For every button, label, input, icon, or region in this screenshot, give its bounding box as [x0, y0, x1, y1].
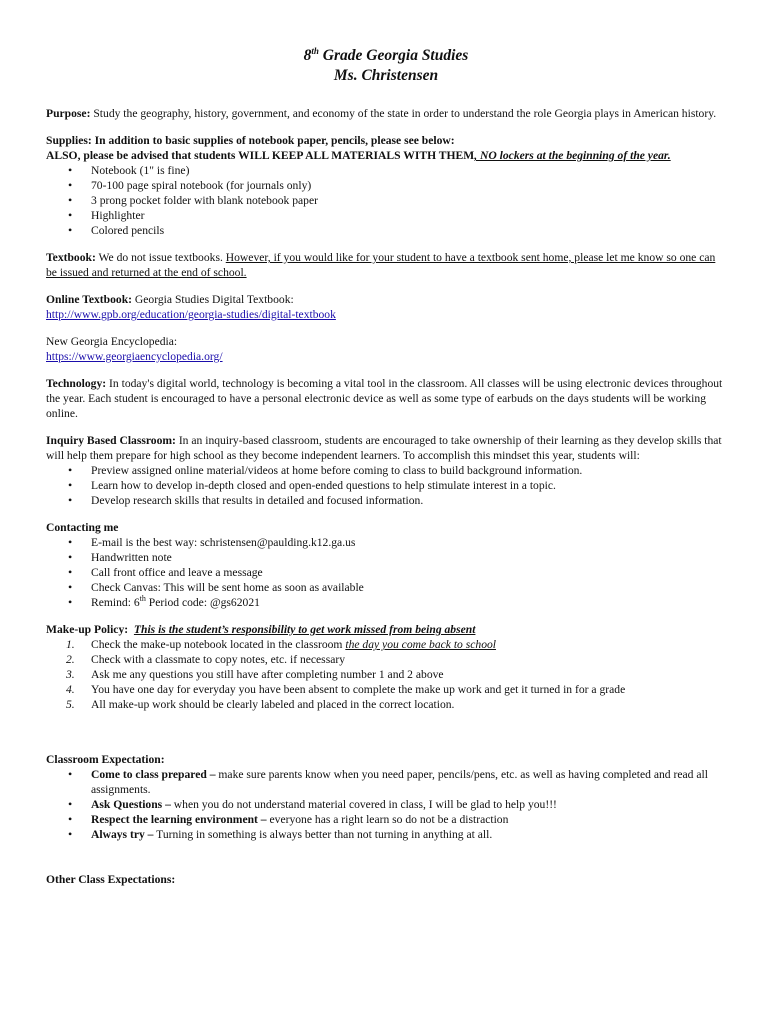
makeup-section	[46, 622, 726, 712]
online-textbook-text: Georgia Studies Digital Textbook:	[132, 293, 294, 306]
contact-section	[46, 520, 726, 610]
makeup-list	[46, 637, 726, 712]
technology-label: Technology:	[46, 377, 107, 390]
inquiry-section	[46, 433, 726, 508]
list-item: • E-mail is the best way: schristensen@paulding.k12.ga.us	[46, 535, 726, 550]
contact-heading: Contacting me	[46, 521, 119, 534]
online-textbook-section	[46, 292, 726, 322]
encyclopedia-section	[46, 334, 726, 364]
expectations-heading: Classroom Expectation:	[46, 753, 165, 766]
list-item: • Remind: 6th Period code: @gs62021	[46, 595, 726, 610]
list-item: • Always try – Turning in something is always better than not turning in anything at all.	[46, 827, 726, 842]
list-item: 1. Check the make-up notebook located in the classroom the day you come back to school	[66, 638, 497, 651]
title-line-2: Ms. Christensen	[333, 67, 439, 84]
list-item: 5. All make-up work should be clearly labeled and placed in the correct location.	[66, 698, 455, 711]
list-item: • Develop research skills that results in detailed and focused information.	[46, 493, 726, 508]
list-item: • 3 prong pocket folder with blank notebook paper	[46, 193, 726, 208]
textbook-request-note: However, if you would like for your student to have a textbook sent home, please let me know so one can be issued and returned at the end of school.	[46, 251, 716, 279]
contact-list	[46, 535, 726, 610]
supplies-list	[46, 163, 726, 238]
list-item: • 70-100 page spiral notebook (for journals only)	[46, 178, 726, 193]
inquiry-list	[46, 463, 726, 508]
list-item: • Learn how to develop in-depth closed and open-ended questions to help stimulate interest in a topic.	[46, 478, 726, 493]
digital-textbook-link[interactable]: http://www.gpb.org/education/georgia-studies/digital-textbook	[46, 308, 336, 321]
makeup-label: Make-up Policy:	[46, 623, 129, 636]
list-item: 2. Check with a classmate to copy notes, etc. if necessary	[66, 653, 346, 666]
syllabus-page	[46, 46, 726, 887]
other-expectations-heading: Other Class Expectations:	[46, 873, 176, 886]
purpose-section	[46, 106, 726, 121]
list-item: • Ask Questions – when you do not understand material covered in class, I will be glad to help you!!!	[46, 797, 726, 812]
list-item: • Notebook (1" is fine)	[46, 163, 726, 178]
document-title	[46, 46, 726, 86]
purpose-text: Study the geography, history, government, and economy of the state in order to understand the role Georgia plays in American history.	[90, 107, 717, 120]
supplies-notice-emphasis: , NO lockers at the beginning of the year.	[474, 149, 671, 162]
title-line-1: 8th Grade Georgia Studies	[303, 45, 469, 64]
list-item: • Handwritten note	[46, 550, 726, 565]
supplies-notice: ALSO, please be advised that students WILL KEEP ALL MATERIALS WITH THEM, NO lockers at the beginning of the year.	[46, 149, 671, 162]
list-item: • Colored pencils	[46, 223, 726, 238]
textbook-text: We do not issue textbooks.	[95, 251, 226, 264]
list-item: • Preview assigned online material/videos at home before coming to class to build background information.	[46, 463, 726, 478]
list-item: • Call front office and leave a message	[46, 565, 726, 580]
online-textbook-label: Online Textbook:	[46, 293, 133, 306]
expectations-list	[46, 767, 726, 842]
list-item: • Check Canvas: This will be sent home as soon as available	[46, 580, 726, 595]
list-item: 3. Ask me any questions you still have after completing number 1 and 2 above	[66, 668, 444, 681]
makeup-policy-emphasis: This is the student’s responsibility to get work missed from being absent	[133, 623, 476, 636]
textbook-section	[46, 250, 726, 280]
encyclopedia-link[interactable]: https://www.georgiaencyclopedia.org/	[46, 350, 223, 363]
inquiry-text: In an inquiry-based classroom, students are encouraged to take ownership of their learning as they develop skills that will help them prepare for high school as they become independent learners. To accomplish this mindset this year, students will:	[46, 434, 722, 462]
list-item: 4. You have one day for everyday you have been absent to complete the make up work and get it turned in for a grade	[66, 683, 626, 696]
encyclopedia-label: New Georgia Encyclopedia:	[46, 335, 178, 348]
list-item: • Respect the learning environment – everyone has a right learn so do not be a distraction	[46, 812, 726, 827]
supplies-section	[46, 133, 726, 238]
technology-text: In today's digital world, technology is becoming a vital tool in the classroom. All classes will be using electronic devices throughout the year. Each student is encouraged to have a personal electronic device as well as some type of earbuds on the days students will be working online.	[46, 377, 723, 420]
list-item: • Highlighter	[46, 208, 726, 223]
expectations-section	[46, 752, 726, 842]
supplies-heading: Supplies: In addition to basic supplies of notebook paper, pencils, please see below:	[46, 134, 455, 147]
purpose-label: Purpose:	[46, 107, 91, 120]
inquiry-label: Inquiry Based Classroom:	[46, 434, 176, 447]
list-item: • Come to class prepared – make sure parents know when you need paper, pencils/pens, etc. as well as having completed and read all assignments.	[46, 767, 726, 797]
technology-section	[46, 376, 726, 421]
textbook-label: Textbook:	[46, 251, 96, 264]
